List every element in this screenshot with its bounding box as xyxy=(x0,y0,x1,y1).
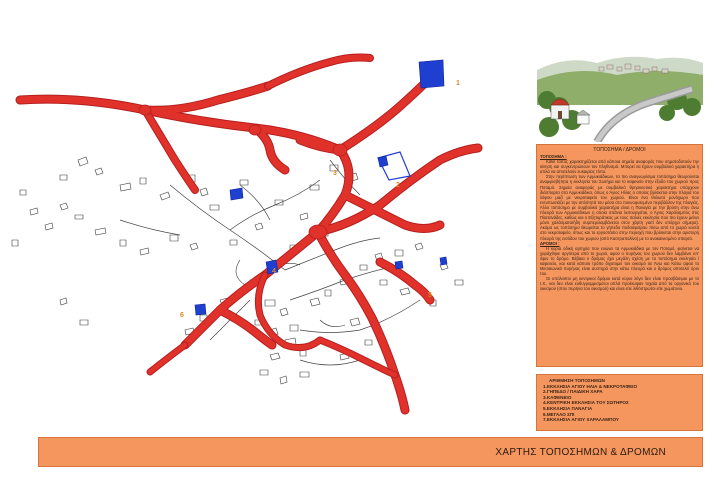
landmark-church-cemetery xyxy=(419,60,444,88)
map-title-bar xyxy=(38,437,703,467)
roads-heading: ΔΡΟΜΟΙ : xyxy=(540,240,560,246)
legend-panel xyxy=(536,374,703,431)
legend-item: 6.ΜΕΓΑΛΟ ΣΠΙ xyxy=(543,411,575,417)
description-panel xyxy=(536,144,703,367)
landmark-number-1: 1 xyxy=(456,80,460,87)
map-title: ΧΑΡΤΗΣ ΤΟΠΟΣΗΜΩΝ & ΔΡΟΜΩΝ xyxy=(495,446,666,458)
village-sketch xyxy=(537,45,703,142)
landmark-cafe xyxy=(230,188,243,200)
village-sketch-icon xyxy=(537,45,703,142)
legend-item: 4.ΚΕΝΤΡΙΚΗ ΕΚΚΛΗΣΙΑ ΤΟΥ ΣΩΤΗΡΟΣ xyxy=(543,400,629,406)
legend-item: 7.ΕΚΚΛΗΣΙΑ ΑΓΙΟΥ ΧΑΡΑΛΑΜΠΟΥ xyxy=(543,417,619,423)
landmarks-heading: ΤΟΠΟΣΗΜΑ : xyxy=(540,154,567,159)
landmark-number-4: 4 xyxy=(272,268,276,275)
legend-item: 1.ΕΚΚΛΗΣΙΑ ΑΓΙΟΥ ΗΛΙΑ & ΝΕΚΡΟΤΑΦΕΙΟ xyxy=(543,383,638,389)
roads-paragraph: Οι υπόλοιποι μη κεντρικοί δρόμοι κατά κύριο λόγο δεν είναι προσβάσιμοι με το Ι.Χ., και δεν είναι ευθυγραμμισμένοι απλά προέκυψαν τυχαία από τα οργανικό του οικισμού (στον πυρήνα του οικισμού) και είναι είτε λιθόστρωτοι είτε χωμάτινοι. xyxy=(540,276,699,292)
legend-list xyxy=(543,384,696,423)
legend-title: ΑΡΙΘΜΗΣΗ ΤΟΠΟΣΗΜΩΝ xyxy=(549,378,605,383)
main-roads xyxy=(20,58,478,411)
landmarks-paragraph: Στην περίπτωση των Αρμυκιάδικων, τα πιο αναγνωρίσιμα τοπόσημα θεωρούνται αναμφισβήτητα η εκκλησία του Σωτήρα και το καφενείο στην έξοδο του χωριού προς Ποταμό. Σημεία αναφοράς με συμβολικό θρησκευτικό χαρακτήρα υπάρχουν διάσπαρτα στα Αρμυκιάδικα, όπως ο Άγιος Ηλίας ο οποίος βρίσκεται στην πλαγιά του λόφου μαζί με νεκροταφείο του χωριού. Είναι ένα θολωτό μονόχωρο που εντυπωσιάζει με την απλότητά του μέσα στο πυκνοφυτεμένο περιβάλλον της πλαγιάς. Άλλο τοπόσημο με συμβολικό χαρακτήρα είναι η Παναγία με την βρύση στην άνω πλευρά των Αρμυκιάδικων η οποία σπάνια λειτουργείται, ο Άγιος Χαράλαμπος στις Πλατανάδες, καθώς και ο Εξηταράτικος με τους παλιές εκκλησία που πιο έχουν μείνει μόνο χαλάσματα/ήδη συμπεριλαμβάνεται στον χάρτη γιατί δεν υπάρχει σήμερα). Ακόμα ως τοπόσημο θεωρείται το γήπεδο ποδοσφαίρου πίσω από το χωριό κοντά στο νεκροταφείο, όπως και το εργοστάσιο στην περιοχή που βρίσκεται στην αριστερή πλευρά της εισόδου του χωριού (από Καστραπολίνο) με το ανακαινισμένο σπαρτό. xyxy=(540,174,699,241)
legend-item: 5.ΕΚΚΛΗΣΙΑ ΠΑΝΑΓΙΑ xyxy=(543,405,593,411)
landmark-number-5: 5 xyxy=(428,292,432,299)
landmark-number-6: 6 xyxy=(180,312,184,319)
panel-title: ΤΟΠΟΣΗΜΑ / ΔΡΟΜΟΙ xyxy=(593,147,646,153)
roads-paragraph: Η κύρια οδική αρτηρία που ενώνει τα Αρμυκιάδικα με τον Ποταμό, φαίνεται να χαράχθηκε αργότερα από το χωριό, αφού ο πυρήνας του χωριού δεν λαμβάνει υπ' όψιν το δρόμο. Βέβαια ο δρόμος έχει μεγάλη σχέση με τα τοπόσημα εκκλησία / καφενείο, και κατά κάποιο τρόπο διχοτομεί τον οικισμό σε Άνω και Κάτω αφού το Μεσαιωνικό πυρήνας είναι αυστηρά στην κάτω πλευρά και ο δρόμος αποτελεί όριο του. xyxy=(540,245,699,277)
landmark-number-2: 2 xyxy=(396,182,400,189)
legend-item: 3.ΚΑΦΕΝΕΙΟ xyxy=(543,394,572,400)
landmarks-paragraph: Κάθε τόπος χαρακτηρίζεται από κάποια σημεία αναφοράς που σηματοδοτούν την κίνηση και συγκεντρώνουν τον πληθυσμό. Μπορεί να έχουν συμβολικό χαρακτήρα ή απλά να αποτελούν ευκαιρίας τόπο. xyxy=(540,159,699,175)
landmark-big-house xyxy=(195,304,206,315)
landmark-number-3: 3 xyxy=(333,170,337,177)
legend-item: 2.ΓΗΠΕΔΟ / ΠΑΙΔΙΚΗ ΧΑΡΑ xyxy=(543,389,603,395)
landmark-panagia-church xyxy=(395,261,403,269)
